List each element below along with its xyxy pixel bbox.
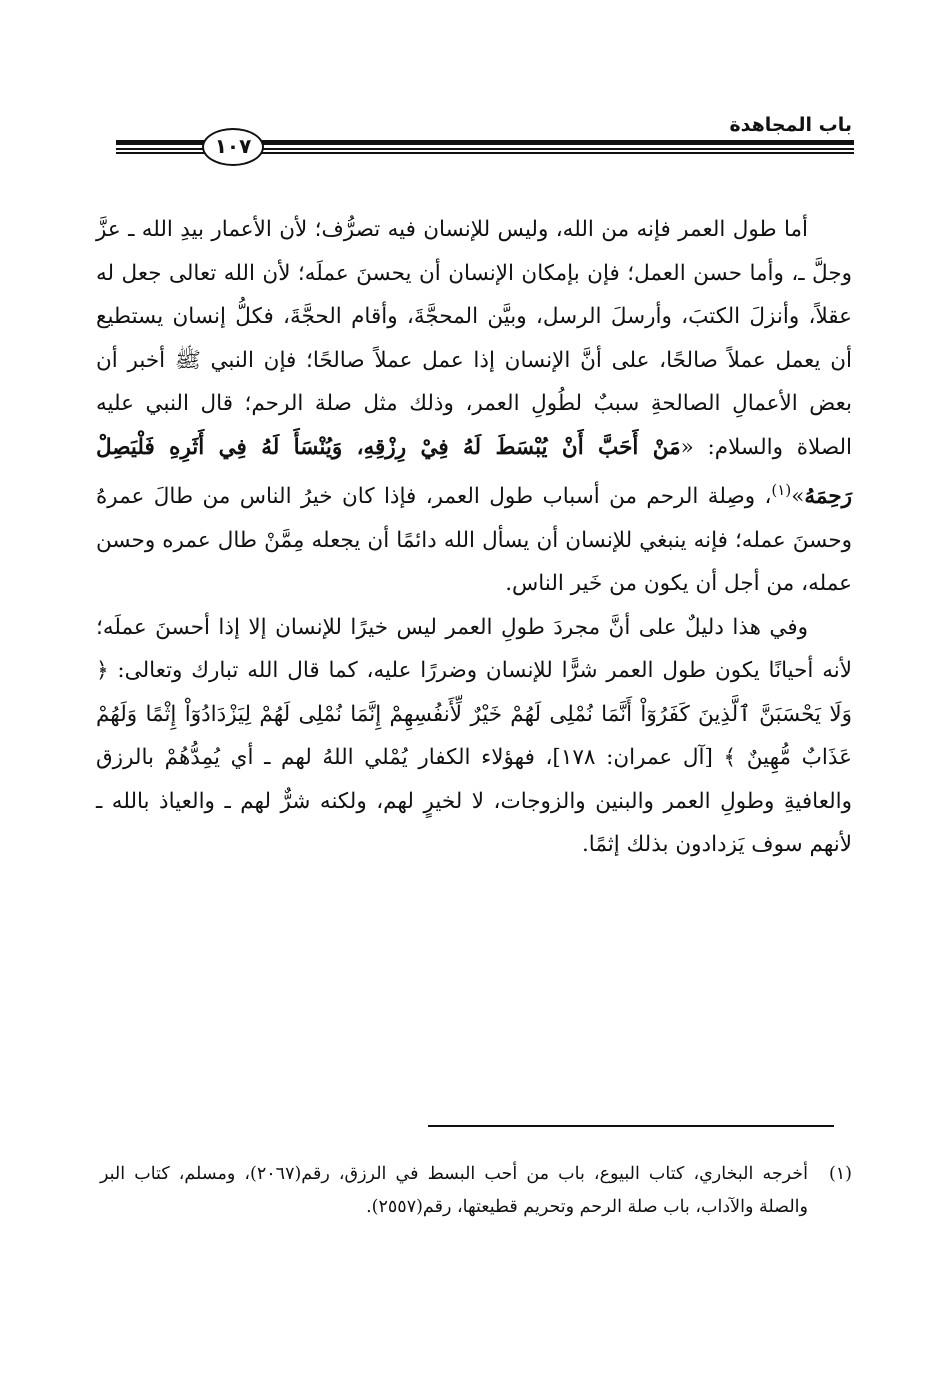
- footnotes: [100, 1158, 852, 1224]
- footnote-text: أخرجه البخاري، كتاب البيوع، باب من أحب البسط في الرزق، رقم(٢٠٦٧)، ومسلم، كتاب البر والصلة والآداب، باب صلة الرحم وتحريم قطيعتها، رقم(٢٥٥٧).: [100, 1164, 808, 1217]
- footnote-item: [100, 1158, 852, 1224]
- paragraph-2-text-a: وفي هذا دليلٌ على أنَّ مجردَ طولِ العمر ليس خيرًا للإنسان إلا إذا أحسنَ عملَه؛ لأنه أحيانًا يكون طول العمر شرًّا للإنسان وضررًا عليه، كما قال الله تبارك وتعالى:: [96, 614, 852, 684]
- quran-verse: ﴿ وَلَا يَحْسَبَنَّ ٱلَّذِينَ كَفَرُوٓاْ أَنَّمَا نُمْلِى لَهُمْ خَيْرٌ لِّأَنفُسِهِمْ إِنَّمَا نُمْلِى لَهُمْ لِيَزْدَادُوٓاْ إِثْمًا وَلَهُمْ عَذَابٌ مُّهِينٌ ﴾: [96, 658, 852, 771]
- paragraph-1-quote-close: »: [791, 484, 805, 510]
- header-rule-left: [116, 140, 206, 154]
- paragraph-2: [96, 606, 852, 867]
- paragraph-2-text-b: ، فهؤلاء الكفار يُمْلي اللهُ لهم ـ أي يُمِدُّهُمْ بالرزق والعافيةِ وطولِ العمر والبنين والزوجات، لا لخيرٍ لهم، ولكنه شرٌّ لهم ـ والعياذ بالله ـ لأنهم سوف يَزدادون بذلك إثمًا.: [96, 745, 852, 858]
- footnote-number: (١): [828, 1164, 852, 1184]
- header-rule-right: [262, 140, 854, 154]
- hadith-quote: مَنْ أَحَبَّ أَنْ يُبْسَطَ لَهُ فِيْ رِزْقِهِ، وَيُنْسَأَ لَهُ فِي أَثَرِهِ فَلْيَصِلْ رَحِمَهُ: [96, 434, 852, 510]
- quran-citation: [آل عمران: ١٧٨]: [552, 745, 724, 771]
- paragraph-1: [96, 208, 852, 606]
- footnote-reference: (١): [771, 481, 792, 499]
- page-header: [0, 0, 948, 170]
- paragraph-1-text-b: ، وصِلة الرحم من أسباب طول العمر، فإذا كان خيرُ الناس من طالَ عمرهُ وحسنَ عمله؛ فإنه ينبغي للإنسان أن يسأل الله دائمًا أن يجعله مِمَّنْ طال عمره وحسن عمله، من أجل أن يكون من خَير الناس.: [96, 484, 852, 597]
- paragraph-1-text-a: أما طول العمر فإنه من الله، وليس للإنسان فيه تصرُّف؛ لأن الأعمار بيدِ الله ـ عزَّ وجلَّ ـ، وأما حسن العمل؛ فإن بإمكان الإنسان أن يحسنَ عملَه؛ لأن الله تعالى جعل له عقلاً، وأنزلَ الكتبَ، وأرسلَ الرسل، وبيَّن المحجَّةَ، وأقام الحجَّةَ، فكلُّ إنسان يستطيع أن يعمل عملاً صالحًا، على أنَّ الإنسان إذا عمل عملاً صالحًا؛ فإن النبي ﷺ أخبر أن بعض الأعمالِ الصالحةِ سببٌ لطُولِ العمر، وذلك مثل صلة الرحم؛ قال النبي عليه الصلاة والسلام: «: [96, 217, 852, 460]
- footnote-divider: [428, 1125, 834, 1127]
- chapter-title: باب المجاهدة: [729, 114, 852, 136]
- page-number: ١٠٧: [202, 128, 264, 166]
- main-text: [96, 208, 852, 867]
